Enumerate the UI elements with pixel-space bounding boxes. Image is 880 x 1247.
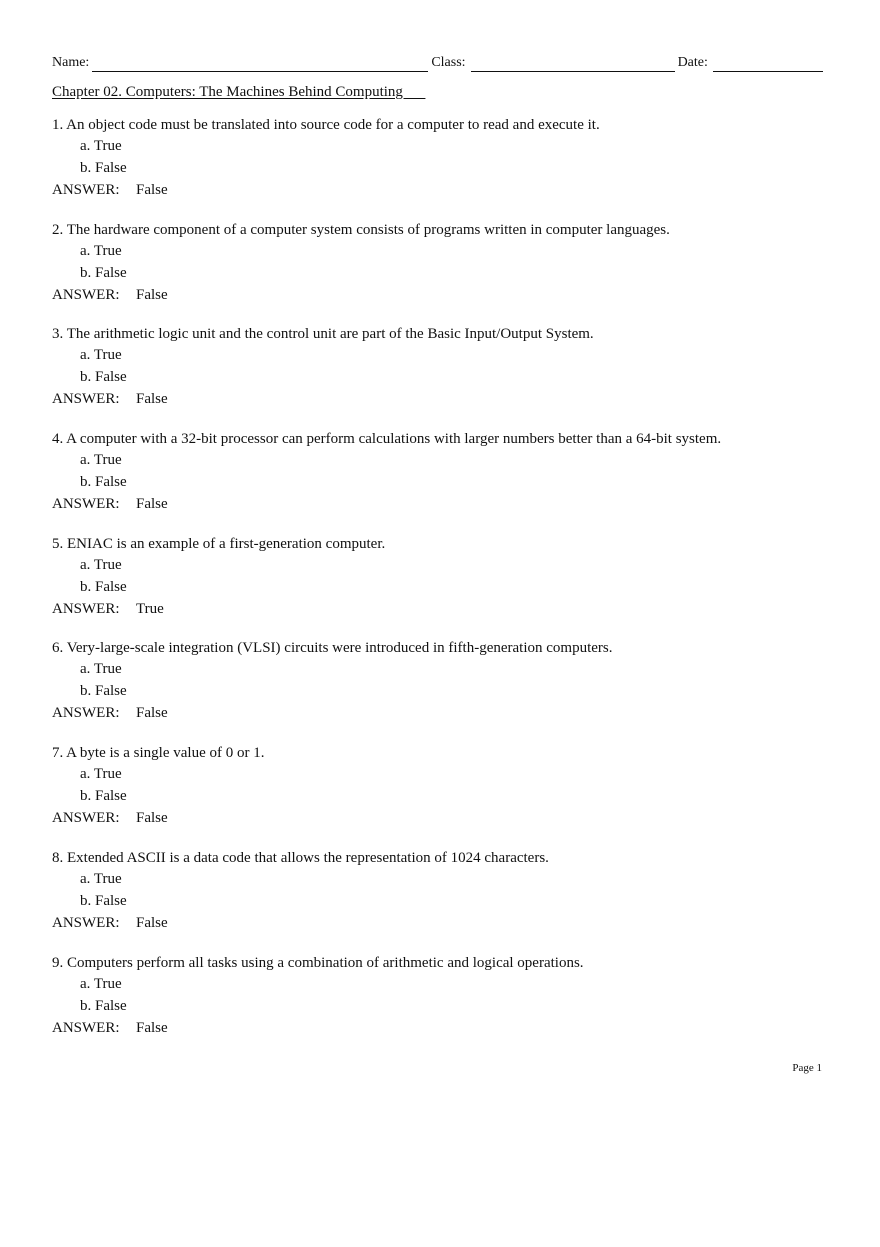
- option-b: b. False: [80, 892, 127, 909]
- option-a: a. True: [80, 556, 122, 573]
- date-field-line: [713, 57, 823, 72]
- class-field-line: [471, 57, 675, 72]
- question-item: [52, 221, 842, 326]
- question-item: [52, 744, 842, 849]
- question-text: 1. An object code must be translated into source code for a computer to read and execute it.: [52, 117, 600, 133]
- answer-line: [52, 704, 168, 722]
- answer-label: ANSWER:: [52, 182, 120, 198]
- question-item: [52, 535, 842, 640]
- question-text: 5. ENIAC is an example of a first-generation computer.: [52, 535, 386, 552]
- option-b: b. False: [80, 997, 127, 1014]
- answer-line: [52, 1019, 168, 1037]
- answer-label: ANSWER:: [52, 914, 120, 931]
- question-item: [52, 849, 842, 954]
- answer-label: ANSWER:: [52, 705, 120, 722]
- student-info-header: [52, 52, 830, 72]
- answer-line: [52, 914, 168, 932]
- answer-value: False: [136, 391, 168, 408]
- question-item: [52, 325, 842, 430]
- question-item: [52, 116, 842, 221]
- option-b: b. False: [80, 683, 127, 700]
- answer-label: ANSWER:: [52, 391, 120, 408]
- option-a: a. True: [80, 242, 122, 259]
- option-a: a. True: [80, 661, 122, 678]
- question-text: 4. A computer with a 32-bit processor can perform calculations with larger numbers better than a 64-bit system.: [52, 431, 722, 448]
- date-label: Date:: [677, 55, 708, 70]
- answer-line: [52, 495, 168, 513]
- answer-value: False: [136, 182, 168, 198]
- option-b: b. False: [80, 788, 127, 805]
- question-text: 9. Computers perform all tasks using a combination of arithmetic and logical operations.: [52, 954, 584, 971]
- answer-value: False: [136, 914, 168, 931]
- chapter-title: Chapter 02. Computers: The Machines Behind Computing: [52, 84, 426, 100]
- answer-label: ANSWER:: [52, 286, 120, 303]
- option-a: a. True: [80, 138, 122, 154]
- answer-line: [52, 600, 164, 618]
- question-item: [52, 430, 842, 535]
- option-b: b. False: [80, 160, 127, 176]
- question-item: [52, 954, 842, 1059]
- option-b: b. False: [80, 264, 127, 281]
- option-a: a. True: [80, 347, 122, 364]
- question-text: 7. A byte is a single value of 0 or 1.: [52, 745, 265, 762]
- name-label: Name:: [52, 55, 90, 70]
- answer-value: False: [136, 286, 168, 303]
- answer-label: ANSWER:: [52, 600, 120, 617]
- answer-value: False: [136, 705, 168, 722]
- answer-label: ANSWER:: [52, 810, 120, 827]
- page-number: Page 1: [792, 1062, 822, 1074]
- question-list: [52, 116, 842, 1058]
- answer-line: [52, 286, 168, 304]
- class-label: Class:: [431, 55, 466, 70]
- option-a: a. True: [80, 766, 122, 783]
- question-text: 2. The hardware component of a computer system consists of programs written in computer languages.: [52, 221, 670, 238]
- option-a: a. True: [80, 975, 122, 992]
- answer-label: ANSWER:: [52, 496, 120, 513]
- answer-line: [52, 181, 168, 199]
- question-text: 8. Extended ASCII is a data code that allows the representation of 1024 characters.: [52, 849, 549, 866]
- answer-label: ANSWER:: [52, 1019, 120, 1036]
- option-b: b. False: [80, 474, 127, 491]
- name-field-line: [92, 57, 428, 72]
- option-a: a. True: [80, 870, 122, 887]
- question-text: 6. Very-large-scale integration (VLSI) circuits were introduced in fifth-generation computers.: [52, 640, 613, 657]
- answer-line: [52, 809, 168, 827]
- answer-value: False: [136, 496, 168, 513]
- option-a: a. True: [80, 452, 122, 469]
- question-item: [52, 639, 842, 744]
- answer-value: False: [136, 810, 168, 827]
- option-b: b. False: [80, 578, 127, 595]
- answer-value: True: [136, 600, 164, 617]
- option-b: b. False: [80, 369, 127, 386]
- answer-value: False: [136, 1019, 168, 1036]
- answer-line: [52, 390, 168, 408]
- question-text: 3. The arithmetic logic unit and the control unit are part of the Basic Input/Output System.: [52, 326, 594, 343]
